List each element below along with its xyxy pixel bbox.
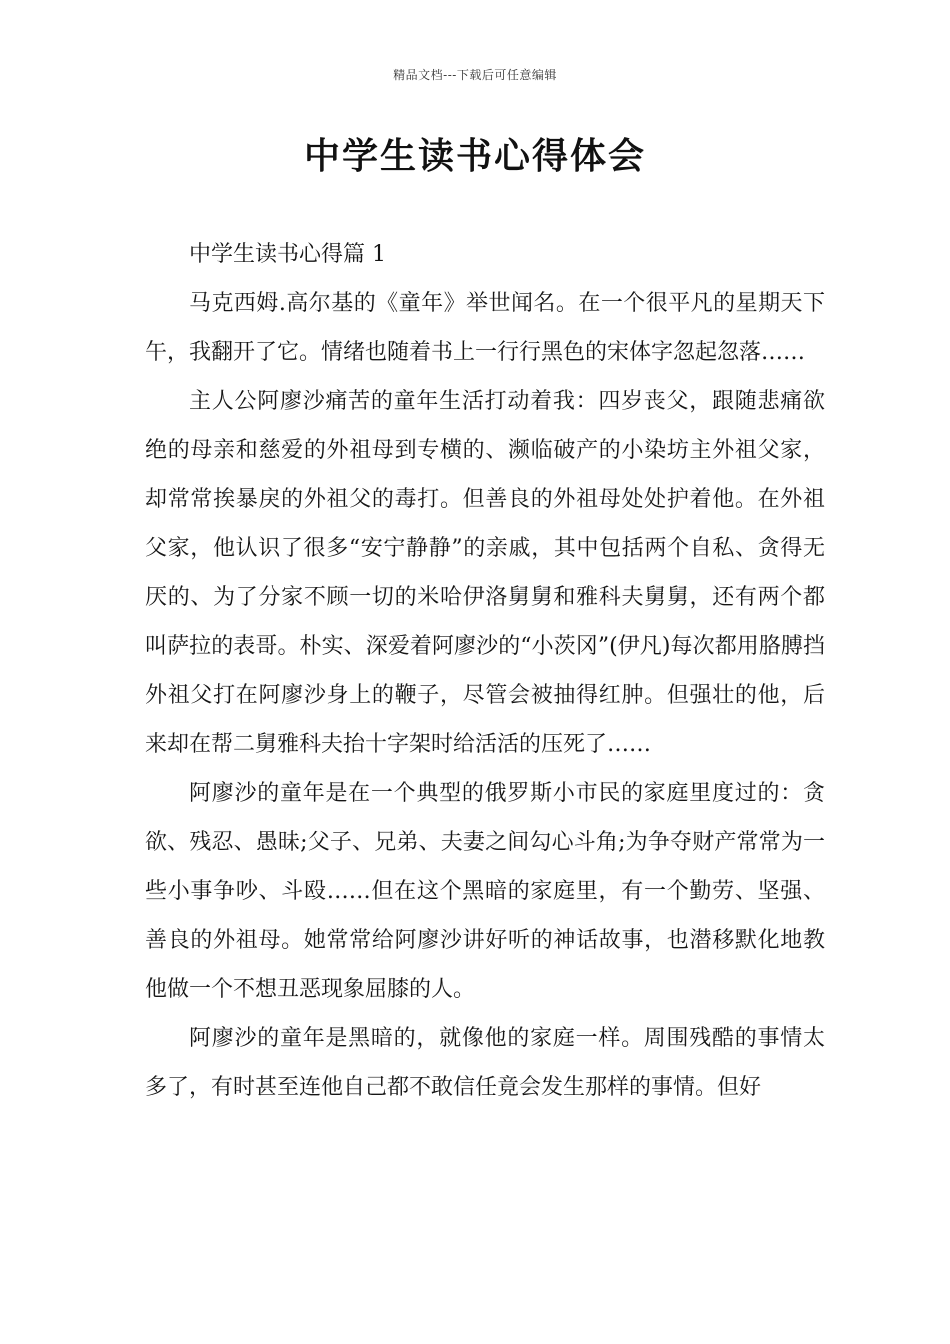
paragraph-3: 阿廖沙的童年是在一个典型的俄罗斯小市民的家庭里度过的：贪欲、残忍、愚昧;父子、兄弟、夫妻之间勾心斗角;为争夺财产常常为一些小事争吵、斗殴……但在这个黑暗的家庭里，有一个勤劳、坚强、善良的外祖母。她常常给阿廖沙讲好听的神话故事，也潜移默化地教他做一个不想丑恶现象屈膝的人。 [145, 781, 825, 1002]
paragraph-4: 阿廖沙的童年是黑暗的，就像他的家庭一样。周围残酷的事情太多了，有时甚至连他自己都不敢信任竟会发生那样的事情。但好 [145, 1026, 825, 1100]
document-title: 中学生读书心得体会 [303, 135, 646, 177]
paragraph-1: 马克西姆.高尔基的《童年》举世闻名。在一个很平凡的星期天下午，我翻开了它。情绪也随着书上一行行黑色的宋体字忽起忽落…… [145, 291, 825, 365]
section-heading: 中学生读书心得篇 1 [189, 242, 386, 267]
document-body [145, 230, 825, 1112]
paragraph-2: 主人公阿廖沙痛苦的童年生活打动着我：四岁丧父，跟随悲痛欲绝的母亲和慈爱的外祖母到专横的、濒临破产的小染坊主外祖父家，却常常挨暴戾的外祖父的毒打。但善良的外祖母处处护着他。在外祖父家，他认识了很多“安宁静静”的亲戚，其中包括两个自私、贪得无厌的、为了分家不顾一切的米哈伊洛舅舅和雅科夫舅舅，还有两个都叫萨拉的表哥。朴实、深爱着阿廖沙的“小茨冈”(伊凡)每次都用胳膊挡外祖父打在阿廖沙身上的鞭子，尽管会被抽得红肿。但强壮的他，后来却在帮二舅雅科夫抬十字架时给活活的压死了…… [145, 389, 825, 757]
header-note: 精品文档---下载后可任意编辑 [393, 68, 557, 82]
